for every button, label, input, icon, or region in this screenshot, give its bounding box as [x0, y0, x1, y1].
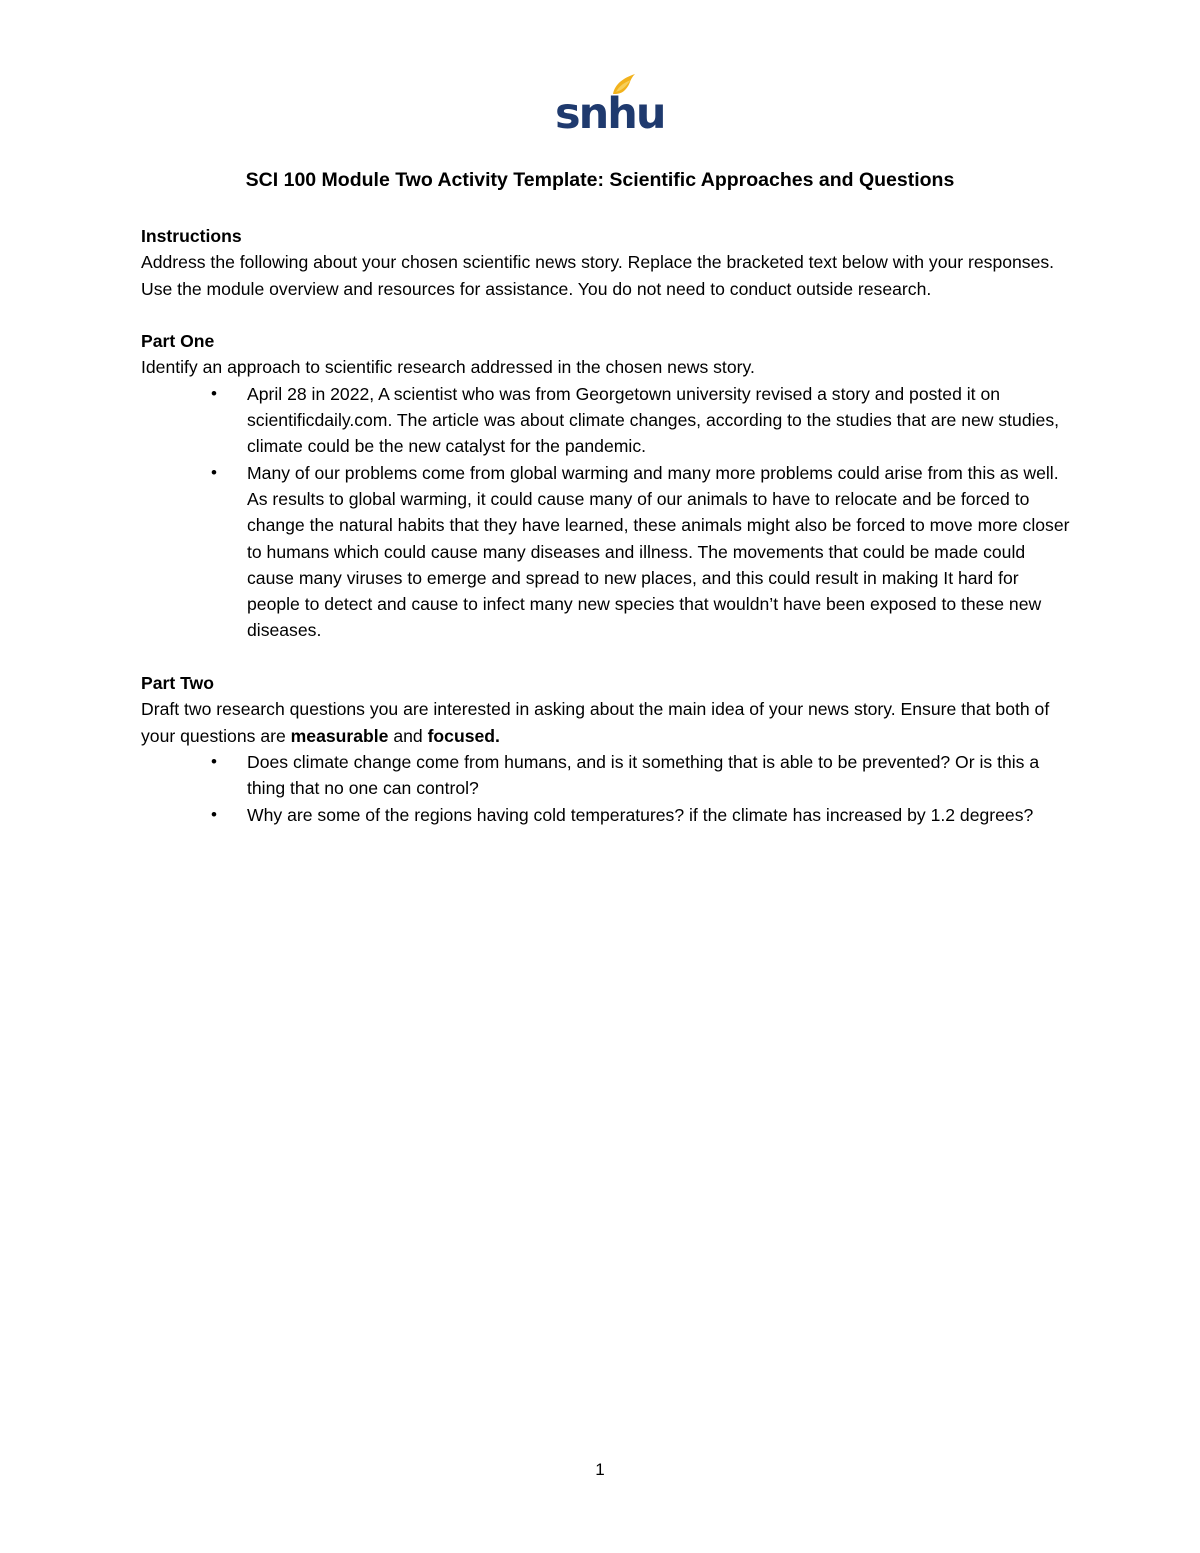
list-item-text: Does climate change come from humans, and is it something that is able to be prevented? Or is this a thing that no one can control?	[247, 751, 1040, 799]
list-item	[141, 749, 1071, 802]
part-two-prompt-start: Draft two research questions you are interested in asking about the main idea of your news story. Ensure that both of your questions are	[141, 699, 1050, 746]
part-one-prompt: Identify an approach to scientific research addressed in the chosen news story.	[141, 357, 755, 378]
instructions-heading: Instructions	[141, 226, 242, 246]
page-number: 1	[595, 1460, 605, 1479]
snhu-logo	[553, 72, 665, 139]
list-item-text: Why are some of the regions having cold temperatures? if the climate has increased by 1.2 degrees?	[247, 804, 1034, 825]
document-body	[141, 223, 1071, 828]
instructions-section	[141, 223, 1071, 302]
list-item-text: Many of our problems come from global warming and many more problems could arise from this as well. As results to global warming, it could cause many of our animals to have to relocate and be forced to change the natural habits that they have learned, these animals might also be forced to move more closer to humans which could cause many diseases and illness. The movements that could be made could cause many viruses to emerge and spread to new places, and this could result in making It hard for people to detect and cause to infect many new species that wouldn’t have been exposed to these new diseases.	[247, 462, 1070, 641]
bullet-icon: •	[211, 462, 217, 482]
snhu-logo-graphic	[553, 72, 665, 139]
document-title: SCI 100 Module Two Activity Template: Scientific Approaches and Questions	[245, 169, 955, 191]
list-item	[141, 381, 1071, 460]
spacer	[141, 644, 1071, 670]
part-two-heading: Part Two	[141, 673, 214, 694]
spacer	[141, 302, 1071, 328]
instructions-text: Address the following about your chosen scientific news story. Replace the bracketed text below with your responses. Use the module overview and resources for assistance. You do not need to conduct outside research.	[141, 252, 1055, 299]
part-two-prompt	[141, 696, 1071, 749]
emphasis-focused: focused	[427, 725, 496, 746]
emphasis-measurable: measurable	[290, 725, 389, 746]
list-item	[141, 460, 1071, 644]
part-two-section	[141, 670, 1071, 828]
part-two-bullets	[141, 749, 1071, 828]
part-one-heading: Part One	[141, 331, 215, 352]
list-item-text: April 28 in 2022, A scientist who was from Georgetown university revised a story and posted it on scientificdaily.com. The article was about climate changes, according to the studies that are new studies, climate could be the new catalyst for the pandemic.	[247, 383, 1060, 457]
bullet-icon: •	[211, 804, 217, 824]
list-item	[141, 802, 1071, 828]
bullet-icon: •	[211, 751, 217, 771]
snhu-logo-text: snhu	[555, 89, 665, 139]
part-two-prompt-mid: and	[388, 725, 428, 746]
part-one-bullets	[141, 381, 1071, 644]
part-one-section	[141, 328, 1071, 644]
part-two-prompt-end: .	[495, 725, 500, 746]
bullet-icon: •	[211, 383, 217, 403]
